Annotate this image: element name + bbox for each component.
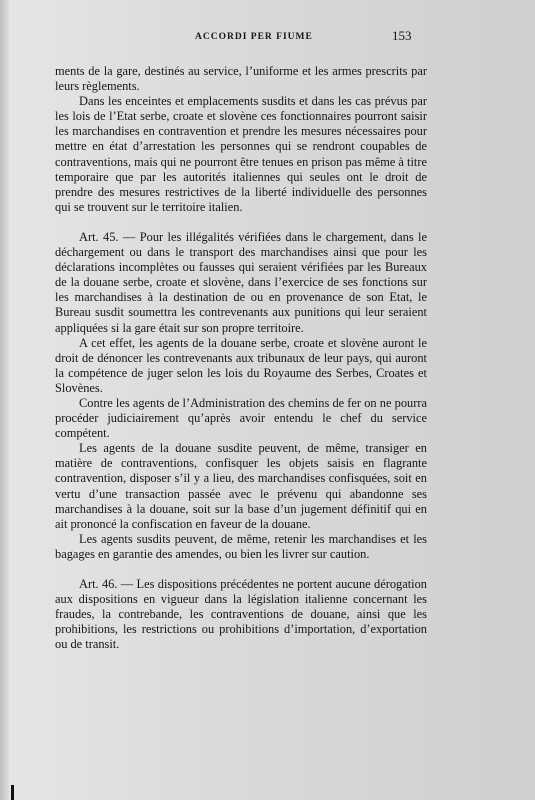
paragraph: Les agents susdits peuvent, de même, retenir les marchandises et les bagages en garantie des amendes, ou bien les livrer sur caution. xyxy=(55,531,427,561)
article-46-paragraph: Art. 46. — Les dispositions précédentes ne portent aucune dérogation aux dispositions en vigueur dans la législation italienne concernant les fraudes, la contrebande, les contraventions de douane, ainsi que les prohibitions, les restrictions ou prohibitions d’importation, d’exportation ou de transit. xyxy=(55,577,427,652)
paragraph: Contre les agents de l’Administration des chemins de fer on ne pourra procéder judiciairement qu’après avoir entendu le chef du service compétent. xyxy=(55,395,427,441)
paragraph: A cet effet, les agents de la douane serbe, croate et slovène auront le droit de dénoncer les contrevenants aux tribunaux de leur pays, qui auront la compétence de juger selon les lois du Royaume des Serbes, Croates et Slovènes. xyxy=(55,335,427,395)
page-left-edge xyxy=(0,0,10,800)
page-header xyxy=(55,28,415,48)
paragraph: Les agents de la douane susdite peuvent, de même, transiger en matière de contraventions, confisquer les objets saisis en flagrante contravention, disposer s’il y a lieu, des marchandises confisquées, soit en vertu d’une transaction passée avec le prévenu qui abandonne ses marchandises à la douane, soit sur la base d’un jugement définitif qui en ait prononcé la confiscation en faveur de la douane. xyxy=(55,441,427,531)
paragraph: ments de la gare, destinés au service, l’uniforme et les armes prescrits par leurs règlements. xyxy=(55,64,427,94)
page-corner-mark xyxy=(11,785,14,800)
article-45-paragraph: Art. 45. — Pour les illégalités vérifiées dans le chargement, dans le déchargement ou dans le transport des marchandises ainsi que pour les déclarations incomplètes ou fausses qui seraient vérifiées par les Bureaux de la douane serbe, croate et slovène, dans l’exercice de ses fonctions sur les marchandises à la destination de ou en provenance de son Etat, le Bureau susdit soumettra les contrevenants aux punitions qui leur seraient appliquées si la gare était sur son propre territoire. xyxy=(55,229,427,335)
running-head: ACCORDI PER FIUME xyxy=(195,32,313,42)
paragraph: Dans les enceintes et emplacements susdits et dans les cas prévus par les lois de l’Etat serbe, croate et slovène ces fonctionnaires pourront saisir les marchandises en contravention et prendre les mesures nécessaires pour mettre en état d’arrestation les personnes qui se rendront coupables de contraventions, mais qui ne pourront être tenues en prison pas même à titre temporaire que par les autorités italiennes qui seules ont le droit de prendre des mesures restrictives de la liberté individuelle des personnes qui se trouvent sur le territoire italien. xyxy=(55,94,427,214)
page-number: 153 xyxy=(392,28,412,43)
document-body xyxy=(55,64,427,652)
